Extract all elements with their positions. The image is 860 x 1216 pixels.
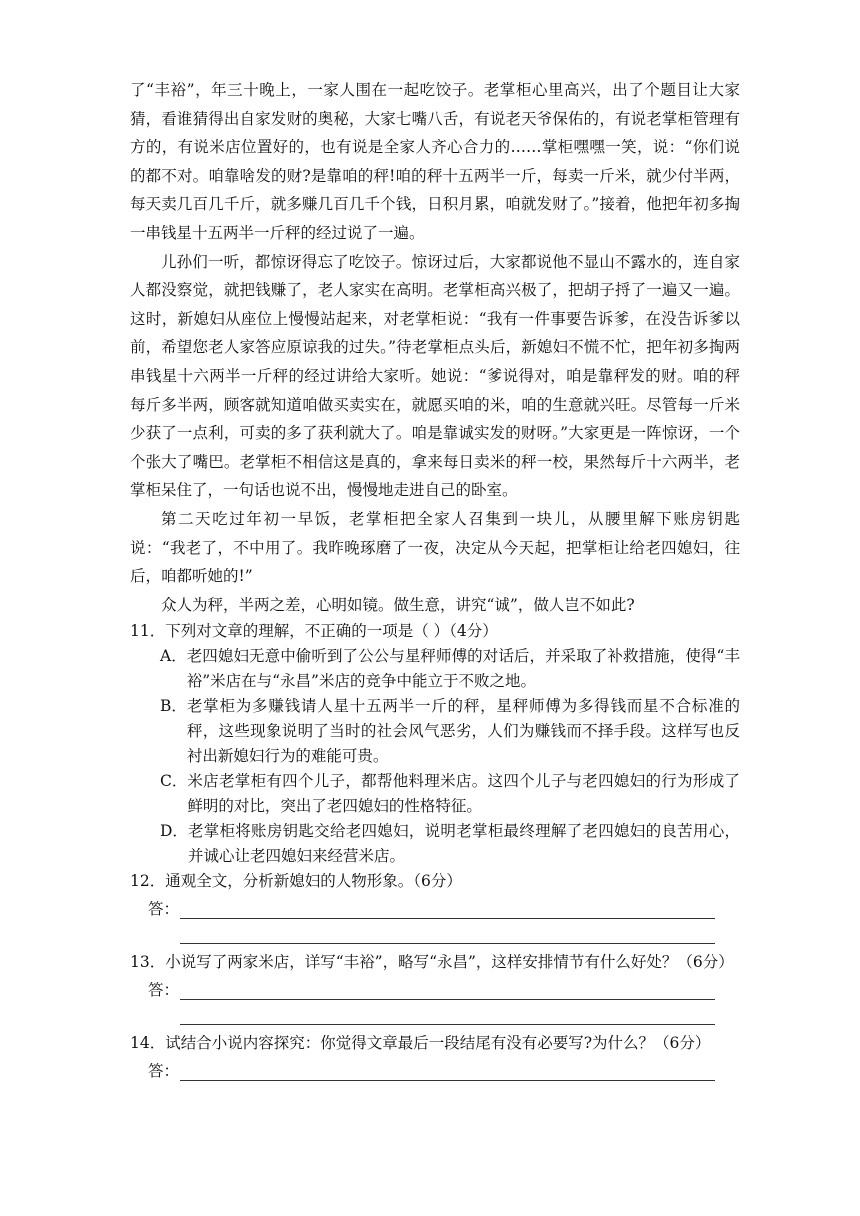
question-11-title: 11．下列对文章的理解，不正确的一项是（ ）（4分） (130, 622, 498, 641)
passage-paragraph-4: 众人为秤，半两之差，心明如镜。做生意，讲究“诚”，做人岂不如此? (161, 595, 635, 614)
option-letter: A． (160, 647, 187, 666)
answer-line[interactable] (180, 901, 715, 919)
option-text: 老掌柜为多赚钱请人星十五两半一斤的秤，星秤师傅为多得钱而星不合标准的秤，这些现象说明了当时的社会风气恶劣，人们为赚钱而不择手段。这样写也反衬出新媳妇行为的难能可贵。 (186, 697, 740, 766)
answer-row (130, 919, 740, 944)
answer-label: 答： (148, 981, 180, 1000)
question-12 (130, 869, 740, 950)
answer-row (130, 894, 740, 919)
passage (130, 76, 740, 619)
passage-paragraph-1: 了“丰裕”，年三十晚上，一家人围在一起吃饺子。老掌柜心里高兴，出了个题目让大家猜，看谁猜得出自家发财的奥秘，大家七嘴八舌，有说老天爷保佑的，有说老掌柜管理有方的，有说米店位置好的，也有说是全家人齐心合力的……掌柜嘿嘿一笑，说：“你们说的都不对。咱靠啥发的财?是靠咱的秤!咱的秤十五两半一斤，每卖一斤米，就少付半两，每天卖几百几千斤，就多赚几百几千个钱，日积月累，咱就发财了。”接着，他把年初多掏一串钱星十五两半一斤秤的经过说了一遍。 (130, 81, 740, 242)
option-text: 老掌柜将账房钥匙交给老四媳妇，说明老掌柜最终理解了老四媳妇的良苦用心，并诚心让老四媳妇来经营米店。 (187, 822, 740, 866)
option-text: 米店老掌柜有四个儿子，都帮他料理米店。这四个儿子与老四媳妇的行为形成了鲜明的对比，突出了老四媳妇的性格特征。 (187, 772, 740, 816)
answer-line[interactable] (180, 1007, 715, 1025)
question-11-option-c (130, 769, 740, 819)
question-12-title: 12．通观全文，分析新媳妇的人物形象。（6分） (130, 872, 462, 891)
option-letter: C． (160, 772, 188, 791)
option-text: 老四媳妇无意中偷听到了公公与星秤师傅的对话后，并采取了补救措施，使得“丰裕”米店在与“永昌”米店的竞争中能立于不败之地。 (186, 647, 740, 691)
question-14 (130, 1031, 740, 1081)
passage-paragraph-3: 第二天吃过年初一早饭，老掌柜把全家人召集到一块儿，从腰里解下账房钥匙说：“我老了，不中用了。我昨晚琢磨了一夜，决定从今天起，把掌柜让给老四媳妇，往后，咱都听她的!” (130, 509, 740, 586)
answer-row (130, 1000, 740, 1025)
answer-line[interactable] (180, 1063, 715, 1081)
passage-paragraph-2: 儿孙们一听，都惊讶得忘了吃饺子。惊讶过后，大家都说他不显山不露水的，连自家人都没察觉，就把钱赚了，老人家实在高明。老掌柜高兴极了，把胡子捋了一遍又一遍。这时，新媳妇从座位上慢慢站起来，对老掌柜说：“我有一件事要告诉爹，在没告诉爹以前，希望您老人家答应原谅我的过失。”待老掌柜点头后，新媳妇不慌不忙，把年初多掏两串钱星十六两半一斤秤的经过讲给大家听。她说：“爹说得对，咱是靠秤发的财。咱的秤每斤多半两，顾客就知道咱做买卖实在，就愿买咱的米，咱的生意就兴旺。尽管每一斤米少获了一点利，可卖的多了获利就大了。咱是靠诚实发的财呀。”大家更是一阵惊讶，一个个张大了嘴巴。老掌柜不相信这是真的，拿来每日卖米的秤一校，果然每斤十六两半，老掌柜呆住了，一句话也说不出，慢慢地走进自己的卧室。 (130, 252, 740, 500)
question-13 (130, 950, 740, 1031)
question-13-title: 13．小说写了两家米店，详写“丰裕”，略写“永昌”，这样安排情节有什么好处？（6分） (130, 953, 734, 972)
answer-line[interactable] (180, 926, 715, 944)
question-11-option-b (130, 694, 740, 769)
answer-label: 答： (148, 1062, 180, 1081)
question-11 (130, 619, 740, 869)
answer-row (130, 975, 740, 1000)
question-11-option-d (130, 819, 740, 869)
answer-line[interactable] (180, 982, 715, 1000)
option-letter: D． (160, 822, 188, 841)
question-14-title: 14．试结合小说内容探究：你觉得文章最后一段结尾有没有必要写?为什么？（6分） (130, 1034, 711, 1053)
answer-row (130, 1056, 740, 1081)
question-11-option-a (130, 644, 740, 694)
answer-label: 答： (148, 900, 180, 919)
option-letter: B． (160, 697, 187, 716)
